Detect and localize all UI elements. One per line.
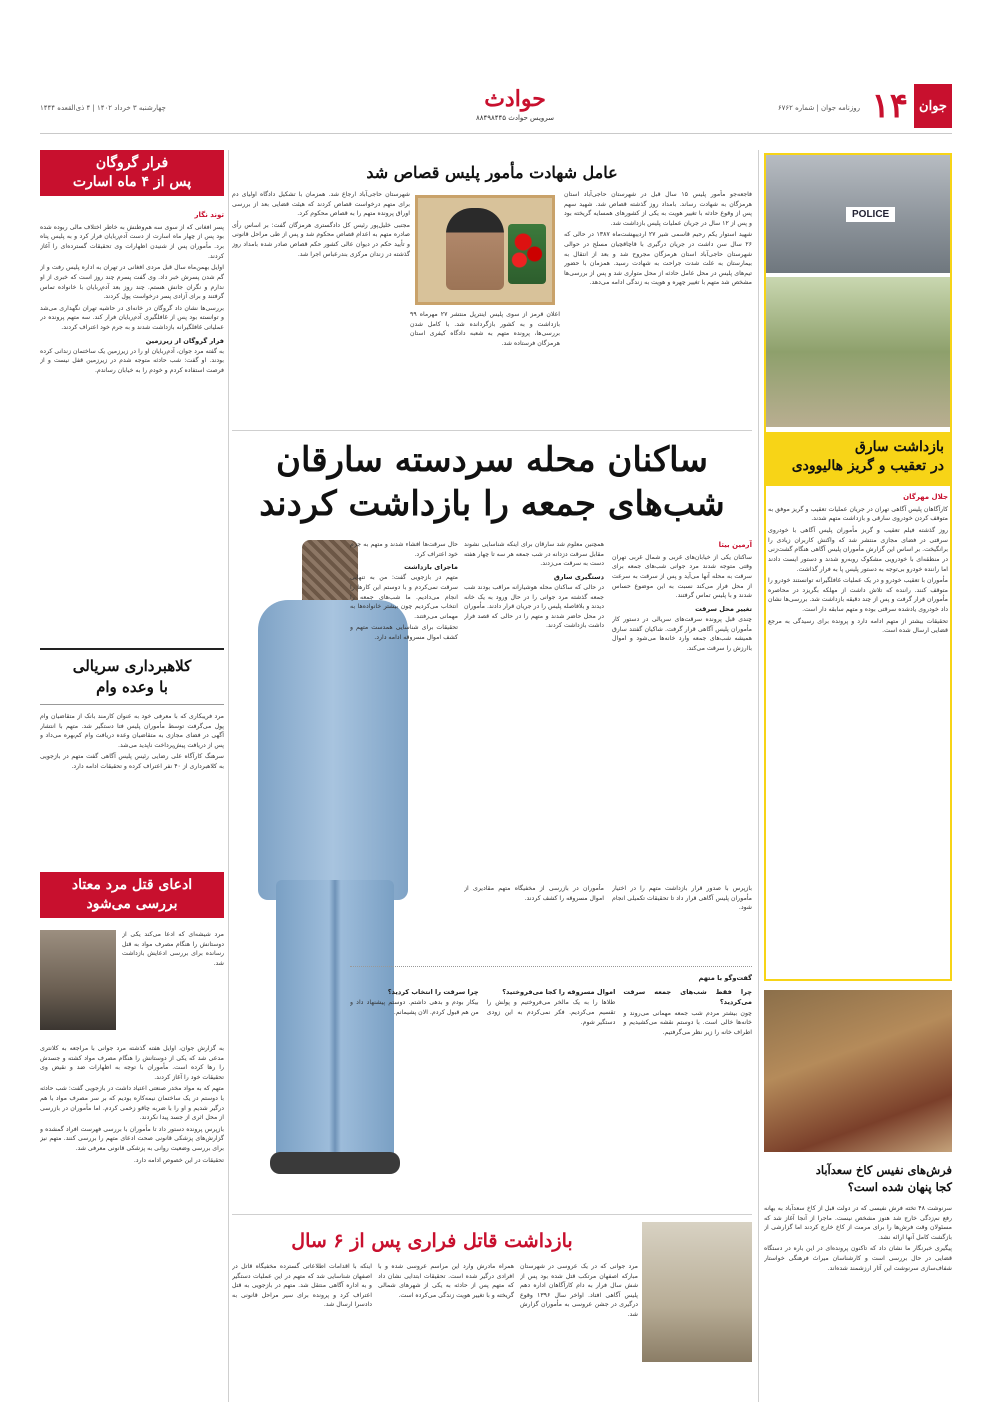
main-headline-line1: ساکنان محله سردسته سارقان bbox=[276, 440, 708, 480]
date-line: چهارشنبه ۳ خرداد ۱۴۰۲ | ۴ ذی‌القعده ۱۴۴۴ bbox=[40, 104, 166, 112]
carpet-headline-line1: فرش‌های نفیس کاخ سعدآباد bbox=[815, 1163, 952, 1177]
masthead bbox=[40, 84, 952, 134]
arrest-photo-police-car bbox=[766, 155, 950, 273]
escape-byline: توند نگار bbox=[194, 211, 224, 219]
section-service-phone: سرویس حوادث ۸۸۴۹۸۴۴۵ bbox=[475, 114, 555, 122]
fugitive-photo bbox=[642, 1222, 752, 1362]
carpet-headline bbox=[764, 1162, 952, 1197]
flowers-decoration bbox=[508, 224, 546, 284]
carpet-paragraph: سرنوشت ۴۸ تخته فرش نفیسی که در دولت قبل از کاخ سعدآباد به بهانه رفع نم‌زدگی خارج شد هنوز مشخص نیست. ماجرا از آنجا آغاز شد که مسئولان وقت فرش‌ها را برای مرمت از کاخ خارج کردند اما گزارشی از بازگشت کامل آنها ارائه نشد. bbox=[764, 1205, 952, 1241]
interview-answer: چون بیشتر مردم شب جمعه مهمانی می‌روند و خانه‌ها خالی است. با دوستم نقشه می‌کشیدیم و اطراف خانه را زیر نظر می‌گرفتیم. bbox=[623, 1009, 752, 1036]
interview-column bbox=[487, 984, 616, 1039]
martyr-portrait bbox=[415, 195, 555, 305]
issue-line: روزنامه جوان | شماره ۶۷۶۲ bbox=[777, 104, 860, 112]
interview-question: چرا فقط شب‌های جمعه سرقت می‌کردید؟ bbox=[623, 988, 752, 1007]
fraud-paragraph: سرهنگ کارآگاه علی رضایی رئیس پلیس آگاهی گفت متهم در بازجویی به کلاهبرداری از ۴۰ نفر اعتراف کرده و تحقیقات ادامه دارد. bbox=[40, 753, 224, 771]
addict-article-intro bbox=[122, 930, 224, 1040]
main-column-a-continued bbox=[612, 884, 752, 964]
interview-block bbox=[350, 970, 752, 1190]
martyr-paragraph: فاجعه‌جو مأمور پلیس ۱۵ سال قبل در شهرستان حاجی‌آباد استان هرمزگان به شهادت رساند. بامداد روز گذشته قصاص شد. شهید سهم پس از وقوع حادثه با تغییر هویت به یکی از کشورهای همسایه گریخته بود و پس از ۱۲ سال در جریان عملیات پلیس بازداشت شد. bbox=[564, 191, 752, 227]
section-divider bbox=[232, 1214, 752, 1215]
main-paragraph: تحقیقات برای شناسایی همدست متهم و کشف اموال مسروقه ادامه دارد. bbox=[350, 624, 458, 642]
interview-answer: طلاها را به یک مالخر می‌فروختیم و پولش را تقسیم می‌کردیم. فکر نمی‌کردم به این زودی دستگیر شوم. bbox=[486, 999, 616, 1026]
addict-paragraph: تحقیقات در این خصوص ادامه دارد. bbox=[133, 1156, 224, 1164]
arrest-paragraph: مأموران با تعقیب خودرو و در یک عملیات غافلگیرانه توانستند خودرو را متوقف کنند. راننده که تلاش داشت از مهلکه بگریزد در محاصره مأموران قرار گرفت و پس از چند دقیقه بازداشت شد. بررسی‌ها نشان داد خودروی یادشده سرقتی بوده و متهم سابقه دار است. bbox=[768, 577, 948, 613]
arrest-paragraph: تحقیقات بیشتر از متهم ادامه دارد و پرونده برای رسیدگی به مرجع قضایی ارسال شده است. bbox=[768, 617, 948, 635]
column-divider bbox=[228, 150, 229, 1402]
fraud-headline-line1: کلاهبرداری سریالی bbox=[72, 657, 192, 675]
qa-divider bbox=[350, 966, 752, 967]
fugitive-column-3 bbox=[232, 1262, 372, 1402]
interview-question: اموال مسروقه را کجا می‌فروختید؟ bbox=[502, 988, 616, 997]
escape-paragraph: اوایل بهمن‌ماه سال قبل مردی افغانی در تهران به اداره پلیس رفت و از گم شدن پسرش خبر داد. وی گفت پسرم چند روز است که خبری از او ندارم و نگران جانش هستم. چند روز بعد آدم‌ربایان با خانواده تماس گرفتند و برای آزادی پسر درخواست پول کردند. bbox=[40, 264, 224, 301]
escape-headline bbox=[40, 150, 224, 196]
fraud-article-body bbox=[40, 712, 224, 862]
main-byline: آرمین بیتا bbox=[718, 541, 752, 549]
martyr-column-2 bbox=[410, 310, 560, 420]
main-paragraph: مأموران در بازرسی از مخفیگاه متهم مقادیری از اموال مسروقه را کشف کردند. bbox=[464, 885, 604, 902]
carpet-headline-line2: کجا پنهان شده است؟ bbox=[847, 1180, 952, 1195]
main-column-a bbox=[612, 540, 752, 880]
escape-headline-line2: پس از ۴ ماه اسارت bbox=[72, 173, 192, 190]
carpet-paragraph: پیگیری خبرنگار ما نشان داد که تاکنون پرونده‌ای در این باره در دستگاه قضایی در حال بررسی است و کارشناسان میراث فرهنگی خواستار شفاف‌سازی سرنوشت این آثار ارزشمند شده‌اند. bbox=[764, 1245, 952, 1272]
interview-column bbox=[623, 984, 752, 1039]
newspaper-logo: جوان bbox=[914, 84, 952, 128]
addict-paragraph: بازپرس پرونده دستور داد تا مأموران با بررسی فهرست افراد گمشده و گزارش‌های پزشکی قانونی صحت ادعای متهم را بررسی کنند. متهم نیز برای بررسی وضعیت روانی به پزشکی قانونی معرفی شد. bbox=[40, 1125, 224, 1153]
martyr-column-1 bbox=[564, 190, 752, 430]
interview-question: چرا سرقت را انتخاب کردید؟ bbox=[387, 988, 479, 997]
main-headline-line2: شب‌های جمعه را بازداشت کردند bbox=[259, 484, 725, 525]
main-subhead: ماجرای بازداشت bbox=[404, 563, 458, 572]
main-paragraph: متهم در بازجویی گفت: من به تنهایی سرقت نمی‌کردم و با دوستم این کارها را انجام می‌دادیم. ما شب‌های جمعه را انتخاب می‌کردیم چون بیشتر خانواده‌ها به مهمانی می‌رفتند. bbox=[350, 574, 458, 620]
fraud-headline-line2: با وعده وام bbox=[96, 678, 168, 696]
main-headline bbox=[232, 438, 752, 526]
arrest-byline: جلال مهرگان bbox=[903, 493, 948, 501]
martyr-headline: عامل شهادت مأمور پلیس قصاص شد bbox=[366, 163, 618, 182]
arrest-headline-line1: بازداشت سارق bbox=[854, 439, 944, 455]
main-column-b bbox=[464, 540, 604, 880]
interview-answer: بیکار بودم و بدهی داشتم. دوستم پیشنهاد داد و من هم قبول کردم. الان پشیمانم. bbox=[350, 999, 479, 1017]
main-column-c bbox=[350, 540, 458, 870]
martyr-paragraph: شهرستان حاجی‌آباد ارجاع شد. همزمان با تشکیل دادگاه اولیای دم برای متهم درخواست قصاص کردند که هیئت قضایی بعد از بررسی اوراق پرونده متهم را به قصاص محکوم کرد. bbox=[232, 191, 410, 218]
fraud-paragraph: مرد فریبکاری که با معرفی خود به عنوان کارمند بانک از متقاضیان وام پول می‌گرفت توسط مأموران پلیس فتا دستگیر شد. متهم با انتشار آگهی در فضای مجازی به متقاضیان وعده دریافت وام کم‌بهره می‌داد و پس از دریافت پیش‌پرداخت ناپدید می‌شد. bbox=[40, 713, 224, 749]
fugitive-headline: بازداشت قاتل فراری پس از ۶ سال bbox=[291, 1230, 573, 1252]
addict-paragraph: به گزارش جوان، اوایل هفته گذشته مرد جوانی با مراجعه به کلانتری مدعی شد که یکی از دوستانش را هنگام مصرف مواد کشته و جسدش را رها کرده است. مأموران با توجه به اظهارات ضد و نقیض وی تحقیقات خود را آغاز کردند. bbox=[40, 1045, 224, 1081]
martyr-column-3 bbox=[232, 190, 410, 430]
interview-column bbox=[350, 984, 479, 1039]
police-car-label: POLICE bbox=[846, 207, 895, 222]
fugitive-column-1 bbox=[520, 1262, 638, 1402]
addict-paragraph: مرد شیشه‌ای که ادعا می‌کند یکی از دوستانش را هنگام مصرف مواد به قتل رسانده برای بررسی ادعایش بازداشت شد. bbox=[122, 931, 224, 967]
addict-article-body bbox=[40, 1044, 224, 1400]
martyr-paragraph: اعلان قرمز از سوی پلیس اینترپل منتشر ۲۷ مهرماه ۹۹ بازداشت و به کشور بازگردانده شد. با کامل شدن بررسی‌ها، پرونده متهم به شعبه دادگاه کیفری استان هرمزگان فرستاده شد. bbox=[410, 311, 560, 347]
arrest-paragraph: کارآگاهان پلیس آگاهی تهران در جریان عملیات تعقیب و گریز موفق به متوقف کردن خودروی سارقی و بازداشت متهم شدند. bbox=[768, 505, 948, 523]
addict-headline-line1: ادعای قتل مرد معتاد bbox=[71, 877, 193, 893]
addict-paragraph: متهم که به مواد مخدر صنعتی اعتیاد داشت در بازجویی گفت: شب حادثه با دوستم در یک ساختمان نیمه‌کاره بودیم که بر سر مصرف مواد با هم درگیر شدیم و او را با ضربه چاقو زخمی کردم. اما مأموران در بازرسی از محل اثری از جسد پیدا نکردند. bbox=[40, 1085, 224, 1122]
arrest-headline bbox=[766, 432, 950, 486]
arrest-headline-line2: در تعقیب و گریز هالیوودی bbox=[791, 457, 944, 474]
column-divider bbox=[758, 150, 759, 1402]
fugitive-paragraph: اینکه با اقدامات اطلاعاتی گسترده مخفیگاه قاتل در اصفهان شناسایی شد که متهم در این عملیات دستگیر و به اداره آگاهی منتقل شد. متهم در بازجویی به قتل اعتراف کرد و پرونده برای سیر مراحل قانونی به دادسرا ارسال شد. bbox=[232, 1263, 372, 1309]
main-paragraph: چندی قبل پرونده سرقت‌های سریالی در دستور کار مأموران پلیس آگاهی قرار گرفت. شاکیان گفتند سارق همیشه شب‌های جمعه وارد خانه‌ها می‌شود و اموال باارزش را سرقت می‌کند. bbox=[612, 616, 752, 652]
section-title: حوادث bbox=[484, 86, 546, 112]
main-column-b-continued bbox=[464, 884, 604, 964]
main-paragraph: همچنین معلوم شد سارقان برای اینکه شناسایی نشوند مقابل سرقت دزدانه در شب جمعه هر سه تا چهار هفته دست به سرقت می‌زدند. bbox=[464, 541, 604, 568]
main-paragraph: حال سرقت‌ها افشاء شدند و متهم به جرم خود اعتراف کرد. bbox=[350, 541, 458, 558]
escape-headline-line1: فرار گروگان bbox=[95, 155, 169, 171]
martyr-paragraph: مجتبی خلیل‌پور رئیس کل دادگستری هرمزگان گفت: بر اساس رأی صادره متهم به اعدام قصاص محکوم شد و پس از طی مراحل قانونی و تأیید حکم در دیوان عالی کشور حکم قصاص صادر شده بامداد روز گذشته در زندان مرکزی بندرعباس اجرا شد. bbox=[232, 221, 410, 258]
fugitive-paragraph: همراه مادرش وارد این مراسم عروسی شده و با افرادی درگیر شده است. تحقیقات ابتدایی نشان داد که متهم پس از حادثه به یکی از شهرهای شمالی گریخته و با تغییر هویت زندگی می‌کرده است. bbox=[378, 1263, 514, 1299]
escape-article-body bbox=[40, 210, 224, 640]
main-paragraph: در حالی که ساکنان محله هوشیارانه مراقب بودند شب جمعه گذشته مرد جوانی را در حال ورود به یک خانه دیدند و بلافاصله پلیس را در جریان قرار دادند. مأموران در محل حاضر شدند و متهم را در حالی که قصد فرار داشت بازداشت کردند. bbox=[464, 584, 604, 630]
escape-paragraph: به گفته مرد جوان، آدم‌ربایان او را در زیرزمین یک ساختمان زندانی کرده بودند. او گفت: شب حادثه متوجه شدم در زیرزمین قفل نیست و از فرصت استفاده کردم و خودم را به خیابان رساندم. bbox=[40, 347, 224, 374]
portrait-figure bbox=[446, 208, 504, 290]
main-subhead: دستگیری سارق bbox=[553, 572, 604, 581]
main-subhead: تغییر محل سرقت bbox=[695, 604, 752, 613]
arrest-photo-scene bbox=[766, 277, 950, 427]
fugitive-paragraph: مرد جوانی که در یک عروسی در شهرستان مبارکه اصفهان مرتکب قتل شده بود پس از شش سال فرار به دام کارآگاهان اداره دهم پلیس آگاهی افتاد. اواخر سال ۱۳۹۶ وقوع درگیری در جشن عروسی به مأموران گزارش شد. bbox=[520, 1263, 638, 1319]
escape-paragraph: پسر افغانی که از سوی سه هم‌وطنش به خاطر اختلاف مالی ربوده شده بود پس از چهار ماه اسارت از دست آدم‌ربایان فرار کرد و به پلیس پناه برد. مأموران پس از شنیدن اظهارات وی تحقیقات گسترده‌ای را آغاز کردند. bbox=[40, 223, 224, 260]
interview-title: گفت‌وگو با متهم bbox=[698, 974, 752, 982]
martyr-paragraph: شهید استوار یکم رحیم قاسمی شیر ۲۷ اردیبهشت‌ماه ۱۳۸۷ در حالی که ۲۶ سال سن داشت در جریان درگیری با قاچاقچیان مسلح در حوالی شهرستان حاجی‌آباد استان هرمزگان مجروح شد و بعد از انتقال به بیمارستان به علت شدت جراحت به شهادت رسید. همزمان با حضور تیم‌های پلیس در محل عامل حادثه از محل متواری شد و پس از بررسی‌ها مشخص شد متهم با تغییر چهره و هویت به زندگی ادامه می‌دهد. bbox=[564, 231, 752, 287]
carpet-photo bbox=[764, 990, 952, 1152]
interview-columns bbox=[350, 984, 752, 1039]
main-paragraph: بازپرس با صدور قرار بازداشت متهم را در اختیار مأموران پلیس آگاهی قرار داد تا تحقیقات تکمیلی انجام شود. bbox=[612, 885, 752, 912]
carpet-article-body bbox=[764, 1204, 952, 1400]
addict-photo bbox=[40, 930, 116, 1030]
escape-paragraph: بررسی‌ها نشان داد گروگان در خانه‌ای در حاشیه تهران نگهداری می‌شد و توانسته بود پس از غافلگیری آدم‌ربایان فرار کند. سه متهم پرونده در عملیاتی غافلگیرانه بازداشت شدند و به جرم خود اعتراف کردند. bbox=[40, 304, 224, 331]
escape-subhead: فرار گروگان از زیرزمین bbox=[145, 336, 224, 345]
arrest-paragraph: روز گذشته فیلم تعقیب و گریز مأموران پلیس آگاهی با خودروی سرقتی در فضای مجازی منتشر شد که واکنش کاربران زیادی را برانگیخت. بر اساس این گزارش مأموران پلیس آگاهی هنگام گشت‌زنی در منطقه‌ای با خودرویی مشکوک روبه‌رو شدند و دستور ایست دادند اما راننده خودرو بی‌توجه به دستور پلیس پا به فرار گذاشت. bbox=[768, 527, 948, 573]
arrest-article-body bbox=[768, 492, 948, 978]
main-paragraph: ساکنان یکی از خیابان‌های غربی و شمال غربی تهران وقتی متوجه شدند مرد جوانی شب‌های جمعه برای سرقت به محله آنها می‌آید و پس از سرقت به سرعت از محل فرار می‌کند نسبت به این موضوع حساس شدند و با پلیس تماس گرفتند. bbox=[612, 553, 752, 600]
addict-headline-line2: بررسی می‌شود bbox=[86, 895, 178, 912]
fraud-headline bbox=[40, 648, 224, 705]
addict-headline bbox=[40, 872, 224, 918]
section-divider bbox=[232, 430, 752, 431]
fugitive-column-2 bbox=[378, 1262, 514, 1402]
page-number: ۱۴ bbox=[871, 86, 908, 126]
